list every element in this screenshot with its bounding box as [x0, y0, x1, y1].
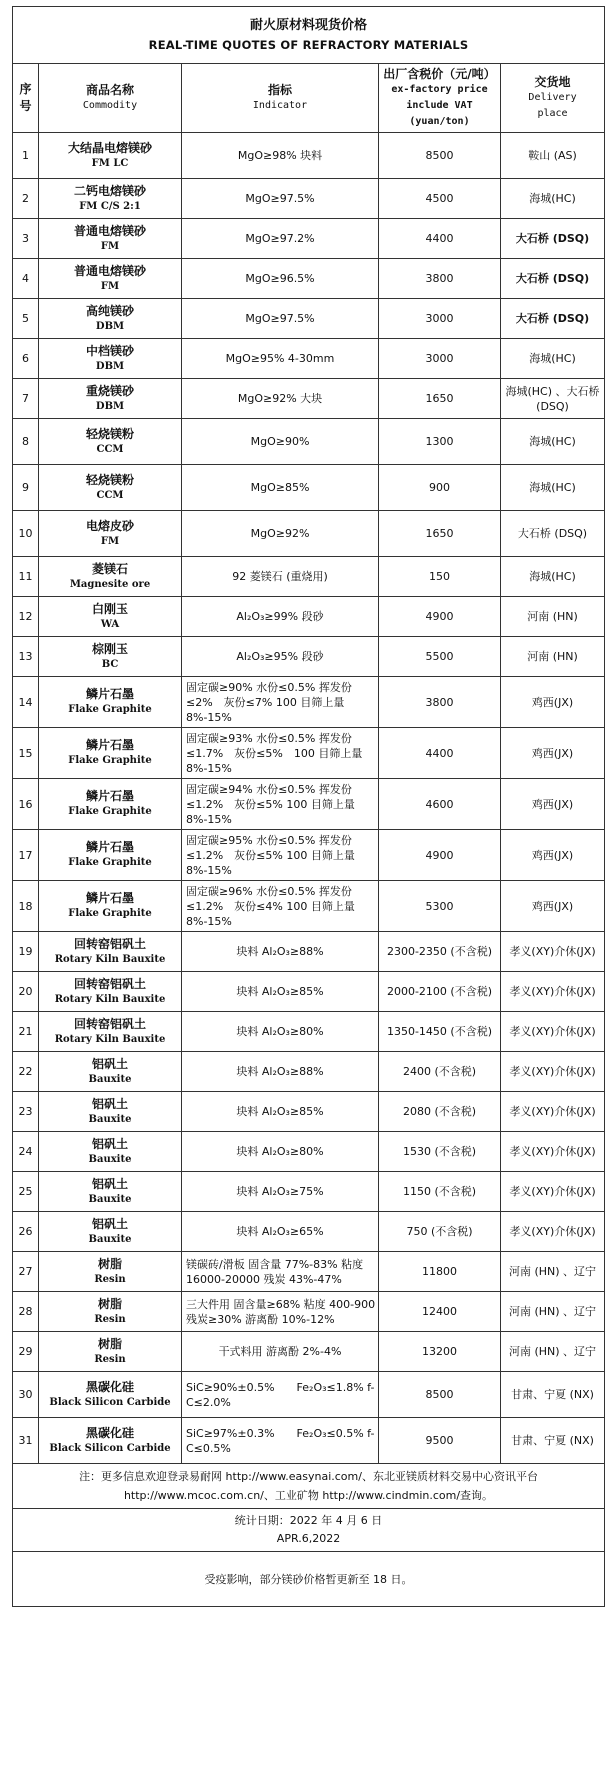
table-row — [13, 779, 605, 830]
row-number: 4 — [13, 259, 39, 299]
row-number: 31 — [13, 1418, 39, 1464]
commodity-cell — [39, 511, 182, 557]
table-title-cn: 耐火原材料现货价格 — [250, 18, 368, 33]
table-row — [13, 677, 605, 728]
commodity-name-cn: 轻烧镁粉 — [85, 426, 134, 441]
row-number: 9 — [13, 465, 39, 511]
row-number: 26 — [13, 1212, 39, 1252]
price-cell: 8500 — [379, 1372, 501, 1418]
delivery-place-cell: 河南 (HN) 、辽宁 — [501, 1292, 605, 1332]
commodity-name-en: BC — [101, 658, 119, 670]
price-table — [12, 6, 605, 1607]
delivery-place-cell: 鸡西(JX) — [501, 830, 605, 881]
table-row — [13, 597, 605, 637]
indicator-cell: 块料 Al₂O₃≥65% — [182, 1212, 379, 1252]
delivery-place-cell: 孝义(XY)介休(JX) — [501, 1172, 605, 1212]
delivery-place-cell: 大石桥 (DSQ) — [501, 511, 605, 557]
table-row — [13, 1212, 605, 1252]
indicator-cell: 三大件用 固含量≥68% 粘度 400-900 残炭≥30% 游离酚 10%-12% — [182, 1292, 379, 1332]
header-row — [13, 64, 605, 133]
row-number: 10 — [13, 511, 39, 557]
row-number: 8 — [13, 419, 39, 465]
commodity-name-en: Rotary Kiln Bauxite — [54, 953, 166, 965]
commodity-name-en: Black Silicon Carbide — [49, 1396, 171, 1408]
commodity-name-cn: 铝矾土 — [91, 1216, 128, 1231]
indicator-cell: 固定碳≥96% 水份≤0.5% 挥发份≤1.2% 灰份≤4% 100 目筛上量 8%-15% — [182, 881, 379, 932]
delivery-place-cell: 大石桥 (DSQ) — [501, 299, 605, 339]
price-cell: 1530 (不含税) — [379, 1132, 501, 1172]
table-row — [13, 1372, 605, 1418]
commodity-cell — [39, 1012, 182, 1052]
note-line-2: http://www.mcoc.com.cn/、工业矿物 http://www.cindmin.com/查询。 — [123, 1489, 494, 1502]
row-number: 22 — [13, 1052, 39, 1092]
price-cell: 5500 — [379, 637, 501, 677]
table-row — [13, 830, 605, 881]
table-row — [13, 219, 605, 259]
row-number: 12 — [13, 597, 39, 637]
delivery-place-cell: 孝义(XY)介休(JX) — [501, 972, 605, 1012]
commodity-cell — [39, 1212, 182, 1252]
commodity-cell — [39, 379, 182, 419]
commodity-name-cn: 树脂 — [97, 1296, 122, 1311]
commodity-name-cn: 黑碳化硅 — [85, 1425, 134, 1440]
indicator-cell: 固定碳≥94% 水份≤0.5% 挥发份≤1.2% 灰份≤5% 100 目筛上量 8%-15% — [182, 779, 379, 830]
delivery-place-cell: 海城(HC) 、大石桥 (DSQ) — [501, 379, 605, 419]
price-cell: 150 — [379, 557, 501, 597]
row-number: 19 — [13, 932, 39, 972]
price-cell: 750 (不含税) — [379, 1212, 501, 1252]
price-cell: 8500 — [379, 133, 501, 179]
row-number: 7 — [13, 379, 39, 419]
delivery-place-cell: 海城(HC) — [501, 557, 605, 597]
delivery-place-cell: 鞍山 (AS) — [501, 133, 605, 179]
table-title-en: REAL-TIME QUOTES OF REFRACTORY MATERIALS — [148, 38, 469, 52]
table-row — [13, 465, 605, 511]
commodity-name-cn: 铝矾土 — [91, 1176, 128, 1191]
commodity-name-cn: 棕刚玉 — [91, 641, 128, 656]
commodity-cell — [39, 830, 182, 881]
table-row — [13, 932, 605, 972]
price-cell: 4400 — [379, 728, 501, 779]
indicator-cell: 块料 Al₂O₃≥75% — [182, 1172, 379, 1212]
commodity-cell — [39, 728, 182, 779]
delivery-place-cell: 甘肃、宁夏 (NX) — [501, 1418, 605, 1464]
commodity-name-cn: 电熔皮砂 — [85, 518, 134, 533]
table-row — [13, 1092, 605, 1132]
indicator-cell: 干式料用 游离酚 2%-4% — [182, 1332, 379, 1372]
price-cell: 13200 — [379, 1332, 501, 1372]
commodity-name-en: Resin — [94, 1313, 126, 1325]
price-cell: 2000-2100 (不含税) — [379, 972, 501, 1012]
indicator-cell: MgO≥97.2% — [182, 219, 379, 259]
delivery-place-cell: 鸡西(JX) — [501, 881, 605, 932]
table-row — [13, 339, 605, 379]
table-row — [13, 1052, 605, 1092]
commodity-cell — [39, 299, 182, 339]
indicator-cell: SiC≥90%±0.5% Fe₂O₃≤1.8% f-C≤2.0% — [182, 1372, 379, 1418]
price-sheet — [12, 6, 604, 1607]
price-cell: 2300-2350 (不含税) — [379, 932, 501, 972]
indicator-cell: MgO≥90% — [182, 419, 379, 465]
delivery-place-cell: 甘肃、宁夏 (NX) — [501, 1372, 605, 1418]
commodity-name-cn: 回转窑铝矾土 — [73, 936, 146, 951]
stat-date-cn: 统计日期：2022 年 4 月 6 日 — [234, 1514, 383, 1527]
table-row — [13, 1012, 605, 1052]
stat-date-en: APR.6,2022 — [276, 1532, 341, 1545]
commodity-name-cn: 鳞片石墨 — [85, 840, 134, 854]
commodity-name-en: DBM — [95, 400, 125, 412]
price-cell: 4900 — [379, 597, 501, 637]
stat-date-cell — [13, 1509, 605, 1552]
indicator-cell: 块料 Al₂O₃≥88% — [182, 1052, 379, 1092]
commodity-cell — [39, 1132, 182, 1172]
commodity-cell — [39, 932, 182, 972]
commodity-name-en: Flake Graphite — [68, 755, 152, 766]
commodity-name-cn: 白刚玉 — [91, 601, 128, 616]
commodity-name-cn: 铝矾土 — [91, 1136, 128, 1151]
price-cell: 3000 — [379, 339, 501, 379]
delivery-place-cell: 河南 (HN) 、辽宁 — [501, 1252, 605, 1292]
commodity-cell — [39, 1418, 182, 1464]
price-cell: 1150 (不含税) — [379, 1172, 501, 1212]
table-row — [13, 133, 605, 179]
price-cell: 1650 — [379, 511, 501, 557]
table-row — [13, 637, 605, 677]
indicator-cell: 镁碳砖/滑板 固含量 77%-83% 粘度 16000-20000 残炭 43%-47% — [182, 1252, 379, 1292]
commodity-name-cn: 树脂 — [97, 1256, 122, 1271]
indicator-cell: 固定碳≥93% 水份≤0.5% 挥发份≤1.7% 灰份≤5% 100 目筛上量 8%-15% — [182, 728, 379, 779]
commodity-name-cn: 大结晶电熔镁砂 — [67, 140, 152, 155]
table-row — [13, 1332, 605, 1372]
delivery-place-cell: 孝义(XY)介休(JX) — [501, 1212, 605, 1252]
price-cell: 1350-1450 (不含税) — [379, 1012, 501, 1052]
delivery-place-cell: 孝义(XY)介休(JX) — [501, 1012, 605, 1052]
commodity-cell — [39, 259, 182, 299]
commodity-cell — [39, 637, 182, 677]
price-cell: 3800 — [379, 259, 501, 299]
indicator-cell: 块料 Al₂O₃≥85% — [182, 972, 379, 1012]
commodity-name-en: FM — [100, 240, 120, 252]
table-row — [13, 379, 605, 419]
price-cell: 9500 — [379, 1418, 501, 1464]
commodity-name-en: Bauxite — [88, 1153, 132, 1165]
table-row — [13, 511, 605, 557]
row-number: 14 — [13, 677, 39, 728]
commodity-cell — [39, 219, 182, 259]
table-row — [13, 1252, 605, 1292]
commodity-cell — [39, 179, 182, 219]
delivery-place-cell: 海城(HC) — [501, 465, 605, 511]
commodity-name-cn: 铝矾土 — [91, 1096, 128, 1111]
price-cell: 3800 — [379, 677, 501, 728]
commodity-name-en: Magnesite ore — [69, 578, 151, 590]
delivery-place-cell: 鸡西(JX) — [501, 677, 605, 728]
price-cell: 1650 — [379, 379, 501, 419]
delivery-place-cell: 海城(HC) — [501, 419, 605, 465]
commodity-cell — [39, 133, 182, 179]
price-cell: 4600 — [379, 779, 501, 830]
row-number: 3 — [13, 219, 39, 259]
commodity-name-en: Bauxite — [88, 1073, 132, 1085]
table-row — [13, 728, 605, 779]
table-row — [13, 419, 605, 465]
table-row — [13, 557, 605, 597]
commodity-cell — [39, 1252, 182, 1292]
note-line-1: 注：更多信息欢迎登录易耐网 http://www.easynai.com/、东北亚镁质材料交易中心资讯平台 — [79, 1470, 538, 1483]
commodity-name-en: Rotary Kiln Bauxite — [54, 1033, 166, 1045]
commodity-name-cn: 回转窑铝矾土 — [73, 1016, 146, 1031]
commodity-name-cn: 鳞片石墨 — [85, 891, 134, 905]
delivery-place-cell: 河南 (HN) — [501, 637, 605, 677]
delivery-place-cell: 大石桥 (DSQ) — [501, 219, 605, 259]
delivery-place-cell: 河南 (HN) 、辽宁 — [501, 1332, 605, 1372]
commodity-cell — [39, 881, 182, 932]
table-row — [13, 179, 605, 219]
indicator-cell: 块料 Al₂O₃≥85% — [182, 1092, 379, 1132]
commodity-name-en: CCM — [96, 489, 124, 501]
row-number: 11 — [13, 557, 39, 597]
delivery-place-cell: 孝义(XY)介休(JX) — [501, 1132, 605, 1172]
commodity-cell — [39, 779, 182, 830]
delivery-place-cell: 孝义(XY)介休(JX) — [501, 932, 605, 972]
commodity-cell — [39, 1372, 182, 1418]
indicator-cell: 92 菱镁石 (重烧用) — [182, 557, 379, 597]
row-number: 21 — [13, 1012, 39, 1052]
indicator-cell: Al₂O₃≥95% 段砂 — [182, 637, 379, 677]
indicator-cell: MgO≥85% — [182, 465, 379, 511]
delivery-place-cell: 鸡西(JX) — [501, 779, 605, 830]
row-number: 18 — [13, 881, 39, 932]
delivery-place-cell: 河南 (HN) — [501, 597, 605, 637]
table-row — [13, 1418, 605, 1464]
commodity-name-en: Flake Graphite — [68, 806, 152, 817]
commodity-name-cn: 普通电熔镁砂 — [73, 223, 146, 238]
row-number: 20 — [13, 972, 39, 1012]
commodity-name-en: Flake Graphite — [68, 908, 152, 919]
price-cell: 4500 — [379, 179, 501, 219]
commodity-cell — [39, 1092, 182, 1132]
commodity-name-en: FM — [100, 280, 120, 292]
row-number: 27 — [13, 1252, 39, 1292]
header-price: 出厂含税价（元/吨） ex-factory price include VAT (yuan/ton) — [379, 64, 501, 133]
row-number: 28 — [13, 1292, 39, 1332]
indicator-cell: MgO≥92% — [182, 511, 379, 557]
commodity-name-en: Resin — [94, 1273, 126, 1285]
commodity-name-en: FM C/S 2:1 — [79, 200, 141, 212]
commodity-name-cn: 树脂 — [97, 1336, 122, 1351]
commodity-name-cn: 普通电熔镁砂 — [73, 263, 146, 278]
price-cell: 900 — [379, 465, 501, 511]
indicator-cell: 块料 Al₂O₃≥80% — [182, 1012, 379, 1052]
indicator-cell: MgO≥96.5% — [182, 259, 379, 299]
commodity-name-en: Flake Graphite — [68, 704, 152, 715]
commodity-name-en: Rotary Kiln Bauxite — [54, 993, 166, 1005]
commodity-name-cn: 回转窑铝矾土 — [73, 976, 146, 991]
commodity-name-cn: 鳞片石墨 — [85, 789, 134, 803]
commodity-name-en: Bauxite — [88, 1193, 132, 1205]
price-cell: 2080 (不含税) — [379, 1092, 501, 1132]
row-number: 30 — [13, 1372, 39, 1418]
indicator-cell: MgO≥97.5% — [182, 179, 379, 219]
header-delivery-place: 交货地 Delivery place — [501, 64, 605, 133]
commodity-cell — [39, 1292, 182, 1332]
commodity-name-cn: 黑碳化硅 — [85, 1379, 134, 1394]
commodity-name-en: Flake Graphite — [68, 857, 152, 868]
commodity-name-cn: 铝矾土 — [91, 1056, 128, 1071]
commodity-name-en: Black Silicon Carbide — [49, 1442, 171, 1454]
header-indicator: 指标 Indicator — [182, 64, 379, 133]
row-number: 23 — [13, 1092, 39, 1132]
delivery-place-cell: 大石桥 (DSQ) — [501, 259, 605, 299]
indicator-cell: 块料 Al₂O₃≥88% — [182, 932, 379, 972]
indicator-cell: MgO≥97.5% — [182, 299, 379, 339]
row-number: 13 — [13, 637, 39, 677]
indicator-cell: 块料 Al₂O₃≥80% — [182, 1132, 379, 1172]
indicator-cell: MgO≥92% 大块 — [182, 379, 379, 419]
commodity-name-cn: 中档镁砂 — [85, 343, 134, 358]
commodity-cell — [39, 1052, 182, 1092]
table-row — [13, 259, 605, 299]
commodity-name-en: FM LC — [91, 157, 129, 169]
price-cell: 1300 — [379, 419, 501, 465]
table-row — [13, 881, 605, 932]
table-row — [13, 1132, 605, 1172]
commodity-cell — [39, 972, 182, 1012]
row-number: 6 — [13, 339, 39, 379]
commodity-cell — [39, 557, 182, 597]
commodity-name-en: Resin — [94, 1353, 126, 1365]
table-row — [13, 972, 605, 1012]
row-number: 2 — [13, 179, 39, 219]
row-number: 16 — [13, 779, 39, 830]
row-number: 5 — [13, 299, 39, 339]
commodity-name-en: CCM — [96, 443, 124, 455]
delivery-place-cell: 孝义(XY)介休(JX) — [501, 1052, 605, 1092]
commodity-name-en: WA — [100, 618, 120, 630]
commodity-name-cn: 菱镁石 — [91, 561, 128, 576]
price-cell: 3000 — [379, 299, 501, 339]
commodity-cell — [39, 597, 182, 637]
delivery-place-cell: 海城(HC) — [501, 179, 605, 219]
price-cell: 12400 — [379, 1292, 501, 1332]
price-cell: 4400 — [379, 219, 501, 259]
commodity-name-cn: 高纯镁砂 — [85, 303, 134, 318]
price-cell: 4900 — [379, 830, 501, 881]
commodity-name-cn: 鳞片石墨 — [85, 738, 134, 752]
commodity-cell — [39, 1332, 182, 1372]
price-cell: 5300 — [379, 881, 501, 932]
delivery-place-cell: 鸡西(JX) — [501, 728, 605, 779]
row-number: 15 — [13, 728, 39, 779]
commodity-cell — [39, 339, 182, 379]
commodity-cell — [39, 677, 182, 728]
delivery-place-cell: 海城(HC) — [501, 339, 605, 379]
price-cell: 2400 (不含税) — [379, 1052, 501, 1092]
commodity-name-en: Bauxite — [88, 1233, 132, 1245]
indicator-cell: MgO≥95% 4-30mm — [182, 339, 379, 379]
commodity-name-cn: 轻烧镁粉 — [85, 472, 134, 487]
indicator-cell: 固定碳≥95% 水份≤0.5% 挥发份≤1.2% 灰份≤5% 100 目筛上量 8%-15% — [182, 830, 379, 881]
commodity-cell — [39, 465, 182, 511]
commodity-name-en: Bauxite — [88, 1113, 132, 1125]
indicator-cell: MgO≥98% 块料 — [182, 133, 379, 179]
table-title-cell — [13, 7, 605, 64]
commodity-name-cn: 二钙电熔镁砂 — [73, 183, 146, 198]
commodity-name-en: DBM — [95, 360, 125, 372]
row-number: 24 — [13, 1132, 39, 1172]
header-no: 序号 — [13, 64, 39, 133]
commodity-name-cn: 鳞片石墨 — [85, 687, 134, 701]
commodity-name-en: FM — [100, 535, 120, 547]
indicator-cell: 固定碳≥90% 水份≤0.5% 挥发份≤2% 灰份≤7% 100 目筛上量 8%-15% — [182, 677, 379, 728]
delivery-place-cell: 孝义(XY)介休(JX) — [501, 1092, 605, 1132]
indicator-cell: SiC≥97%±0.3% Fe₂O₃≤0.5% f-C≤0.5% — [182, 1418, 379, 1464]
indicator-cell: Al₂O₃≥99% 段砂 — [182, 597, 379, 637]
note-cell — [13, 1464, 605, 1509]
table-row — [13, 1172, 605, 1212]
commodity-cell — [39, 1172, 182, 1212]
header-commodity: 商品名称 Commodity — [39, 64, 182, 133]
price-cell: 11800 — [379, 1252, 501, 1292]
commodity-cell — [39, 419, 182, 465]
table-row — [13, 1292, 605, 1332]
row-number: 17 — [13, 830, 39, 881]
row-number: 1 — [13, 133, 39, 179]
table-row — [13, 299, 605, 339]
row-number: 29 — [13, 1332, 39, 1372]
remark-cell: 受疫影响，部分镁砂价格暂更新至 18 日。 — [13, 1552, 605, 1607]
commodity-name-cn: 重烧镁砂 — [85, 383, 134, 398]
row-number: 25 — [13, 1172, 39, 1212]
commodity-name-en: DBM — [95, 320, 125, 332]
